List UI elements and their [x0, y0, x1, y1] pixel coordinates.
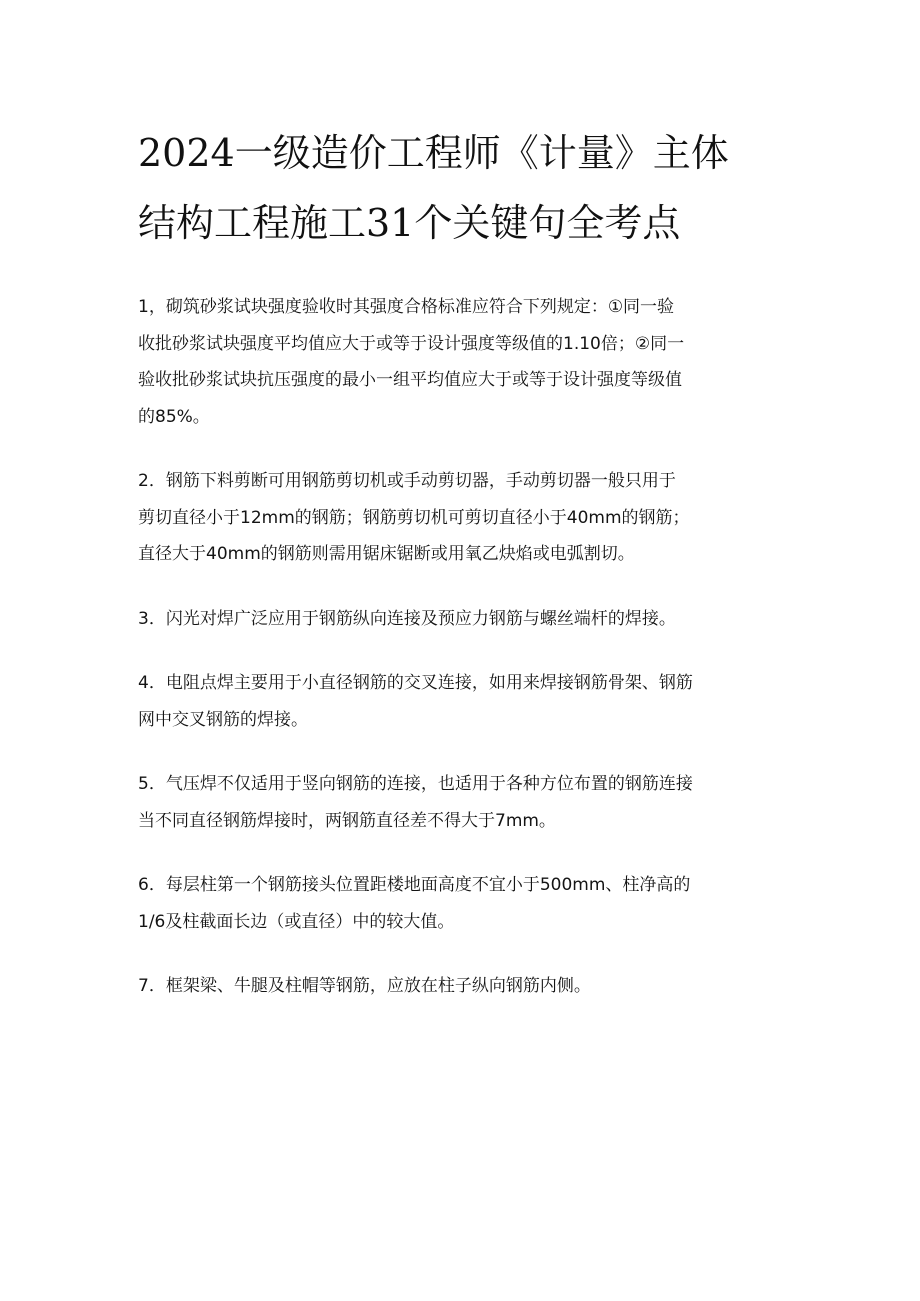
- paragraph-line: 1/6及柱截面长边（或直径）中的较大值。: [138, 911, 455, 932]
- key-points-list: [138, 289, 798, 1033]
- paragraph-line: 的85%。: [138, 406, 210, 427]
- title-line: 结构工程施工31个关键句全考点: [138, 201, 681, 245]
- key-point-1: [138, 289, 798, 435]
- key-point-7: [138, 968, 798, 1005]
- paragraph-line: 网中交叉钢筋的焊接。: [138, 709, 308, 730]
- title-line: 2024一级造价工程师《计量》主体: [138, 131, 729, 175]
- key-point-3: [138, 601, 798, 638]
- paragraph-line: 3．闪光对焊广泛应用于钢筋纵向连接及预应力钢筋与螺丝端杆的焊接。: [138, 608, 676, 629]
- paragraph-line: 6．每层柱第一个钢筋接头位置距楼地面高度不宜小于500mm、柱净高的: [138, 875, 691, 895]
- key-point-5: [138, 766, 798, 839]
- document-title: [138, 118, 798, 258]
- paragraph-line: 5．气压焊不仅适用于竖向钢筋的连接，也适用于各种方位布置的钢筋连接: [138, 774, 693, 794]
- paragraph-line: 当不同直径钢筋焊接时，两钢筋直径差不得大于7mm。: [138, 810, 556, 831]
- paragraph-line: 收批砂浆试块强度平均值应大于或等于设计强度等级值的1.10倍；②同一: [138, 333, 685, 354]
- paragraph-line: 4．电阻点焊主要用于小直径钢筋的交叉连接，如用来焊接钢筋骨架、钢筋: [138, 673, 693, 693]
- paragraph-line: 2．钢筋下料剪断可用钢筋剪切机或手动剪切器，手动剪切器一般只用于: [138, 471, 676, 491]
- paragraph-line: 直径大于40mm的钢筋则需用锯床锯断或用氧乙炔焰或电弧割切。: [138, 544, 635, 564]
- paragraph-line: 验收批砂浆试块抗压强度的最小一组平均值应大于或等于设计强度等级值: [138, 370, 682, 390]
- key-point-4: [138, 665, 798, 738]
- paragraph-line: 1，砌筑砂浆试块强度验收时其强度合格标准应符合下列规定：①同一验: [138, 297, 675, 317]
- paragraph-line: 7．框架梁、牛腿及柱帽等钢筋，应放在柱子纵向钢筋内侧。: [138, 976, 591, 996]
- key-point-6: [138, 867, 798, 940]
- key-point-2: [138, 463, 798, 573]
- paragraph-line: 剪切直径小于12mm的钢筋；钢筋剪切机可剪切直径小于40mm的钢筋；: [138, 507, 690, 528]
